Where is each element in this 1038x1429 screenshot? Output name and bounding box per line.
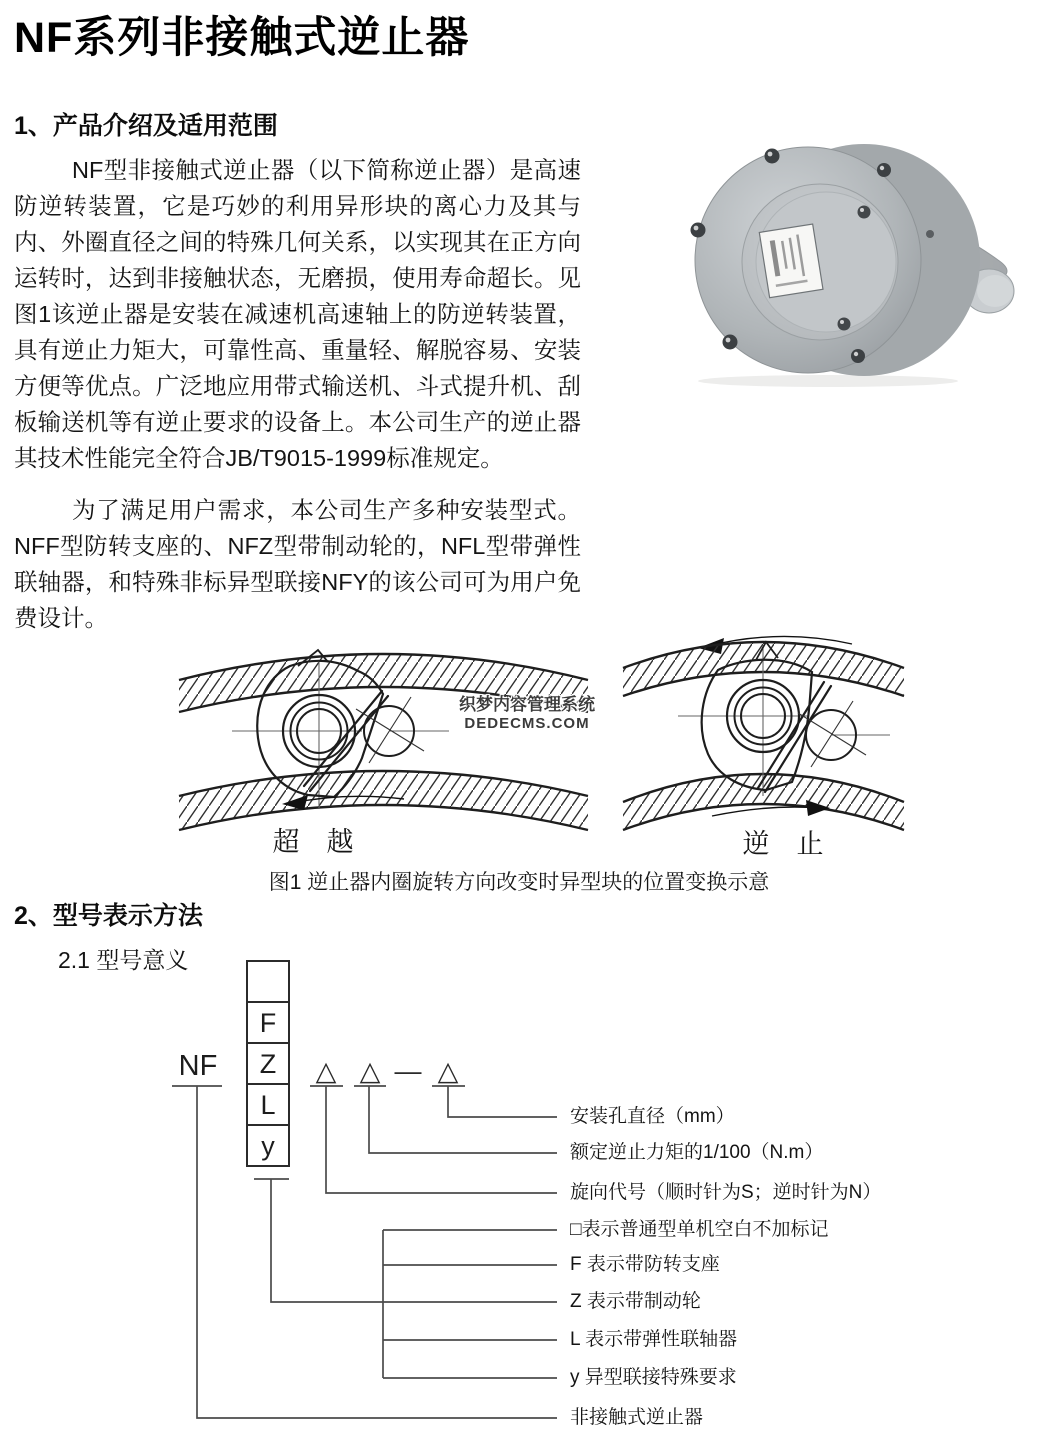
model-code-stack (246, 960, 290, 1167)
triangle-placeholder-2: △ (359, 1056, 381, 1086)
triangle-placeholder-1: △ (315, 1056, 337, 1086)
page-title: NF系列非接触式逆止器 (14, 14, 470, 62)
code-cell-f: F (246, 1001, 290, 1044)
figure-right-label: 逆 止 (742, 829, 824, 859)
model-label-y-type: y 异型联接特殊要求 (570, 1367, 737, 1388)
figure-left-label: 超 越 (272, 827, 354, 857)
model-connector-lines (0, 950, 1038, 1429)
model-label-z-type: Z 表示带制动轮 (570, 1291, 701, 1312)
section1-heading: 1、产品介绍及适用范围 (14, 112, 278, 140)
watermark-line1: 织梦内容管理系统 (459, 695, 595, 714)
figure1-caption: 图1 逆止器内圈旋转方向改变时异型块的位置变换示意 (268, 871, 770, 894)
mechanism-diagram-backstop (620, 628, 907, 835)
nameplate-label (759, 224, 823, 298)
model-label-rated-torque: 额定逆止力矩的1/100（N.m） (570, 1142, 824, 1163)
section1-paragraph-1: NF型非接触式逆止器（以下简称逆止器）是高速防逆转装置，它是巧妙的利用异形块的离心力及其与内、外圈直径之间的特殊几何关系，以实现其在正方向运转时，达到非接触状态，无磨损，使用寿命超长。见图1该逆止器是安装在减速机高速轴上的防逆转装置，具有逆止力矩大，可靠性高、重量轻、解脱容易、安装方便等优点。广泛地应用带式输送机、斗式提升机、刮板输送机等有逆止要求的设备上。本公司生产的逆止器其技术性能完全符合JB/T9015-1999标准规定。 (14, 157, 581, 471)
code-cell-l: L (246, 1083, 290, 1126)
model-label-plain-type: □表示普通型单机空白不加标记 (570, 1219, 829, 1240)
mechanism-diagram-overrun (176, 646, 591, 836)
code-cell-blank (246, 960, 290, 1003)
model-prefix: NF (178, 1050, 218, 1082)
triangle-placeholder-3: △ (437, 1056, 459, 1086)
section1-body (14, 152, 581, 636)
model-label-noncontact-backstop: 非接触式逆止器 (570, 1407, 704, 1428)
section2-subheading: 2.1 型号意义 (58, 947, 189, 973)
model-label-hole-diameter: 安装孔直径（mm） (570, 1106, 735, 1127)
product-photo (668, 138, 1020, 390)
code-cell-z: Z (246, 1042, 290, 1085)
code-cell-y: y (246, 1124, 290, 1167)
model-designation-diagram (0, 950, 1038, 1429)
section2-heading: 2、型号表示方法 (14, 902, 203, 930)
model-label-l-type: L 表示带弹性联轴器 (570, 1329, 738, 1350)
backstop-device-image (668, 138, 1020, 390)
section1-paragraph-2: 为了满足用户需求，本公司生产多种安装型式。NFF型防转支座的、NFZ型带制动轮的，NFL型带弹性联轴器，和特殊非标异型联接NFY的该公司可为用户免费设计。 (14, 497, 581, 631)
model-label-f-type: F 表示带防转支座 (570, 1254, 720, 1275)
model-label-rotation-code: 旋向代号（顺时针为S；逆时针为N） (570, 1182, 882, 1203)
model-separator-dash: — (394, 1056, 422, 1086)
watermark-line2: DEDECMS.COM (464, 715, 590, 733)
cam-block-outline (702, 660, 812, 790)
watermark (452, 694, 602, 734)
